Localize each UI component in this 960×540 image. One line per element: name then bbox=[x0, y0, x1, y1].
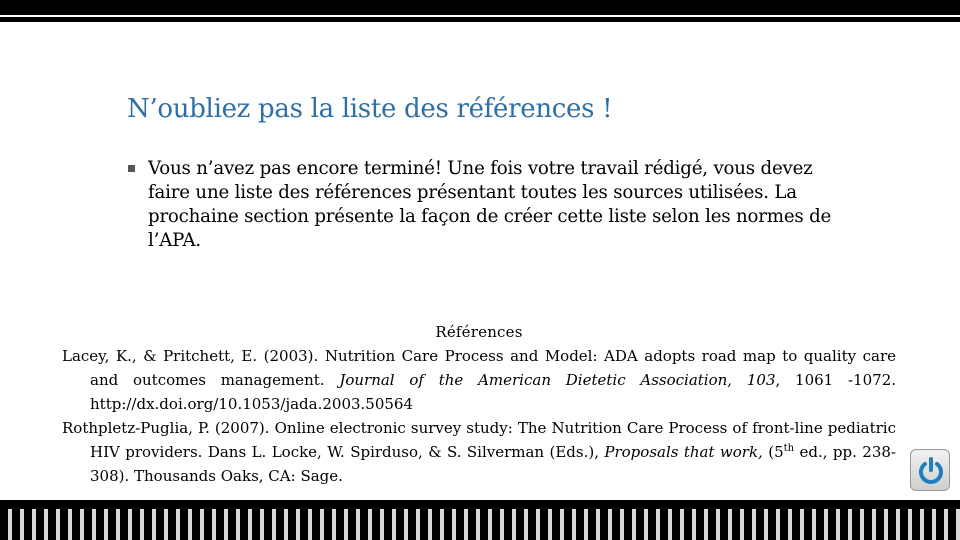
bullet-text: Vous n’avez pas encore terminé! Une fois votre travail rédigé, vous devez faire une liste des références présentant toutes les sources utilisées. La prochaine section présente la façon de créer cette liste selon les normes de l’APA. bbox=[148, 158, 832, 251]
reference-book-title: Proposals that work, bbox=[604, 443, 763, 461]
reference-text: Rothpletz-Puglia, P. (2007). Online electronic survey study: The Nutrition Care Process of front-line pediatric HIV providers. Dans L. Locke, W. Spirduso, & S. Silverman (Eds.), bbox=[62, 419, 896, 461]
reference-text: Lacey, K., & Pritchett, E. (2003). Nutrition Care Process and Model: ADA adopts road map to quality care and outcomes management. bbox=[62, 347, 896, 389]
power-button[interactable] bbox=[910, 449, 950, 491]
top-border-bar bbox=[0, 0, 960, 22]
references-heading: Références bbox=[435, 323, 523, 341]
reference-volume: 103 bbox=[746, 371, 776, 389]
reference-item bbox=[62, 344, 896, 416]
power-icon bbox=[916, 456, 946, 486]
reference-edition: (5 bbox=[762, 443, 784, 461]
reference-pages-doi: , 1061 -1072. http://dx.doi.org/10.1053/jada.2003.50564 bbox=[90, 371, 897, 413]
reference-item bbox=[62, 416, 896, 488]
bottom-border-bar bbox=[0, 500, 960, 540]
reference-separator: , bbox=[727, 371, 747, 389]
slide-title: N’oubliez pas la liste des références ! bbox=[127, 94, 613, 124]
bottom-stripes bbox=[0, 509, 960, 540]
reference-publisher: ed., pp. 238-308). Thousands Oaks, CA: Sage. bbox=[90, 443, 897, 485]
bullet-square-icon bbox=[128, 165, 135, 172]
reference-list bbox=[62, 320, 896, 488]
reference-edition-sup: th bbox=[783, 443, 795, 454]
reference-journal: Journal of the American Dietetic Association bbox=[339, 371, 728, 389]
top-border-line bbox=[0, 15, 960, 17]
